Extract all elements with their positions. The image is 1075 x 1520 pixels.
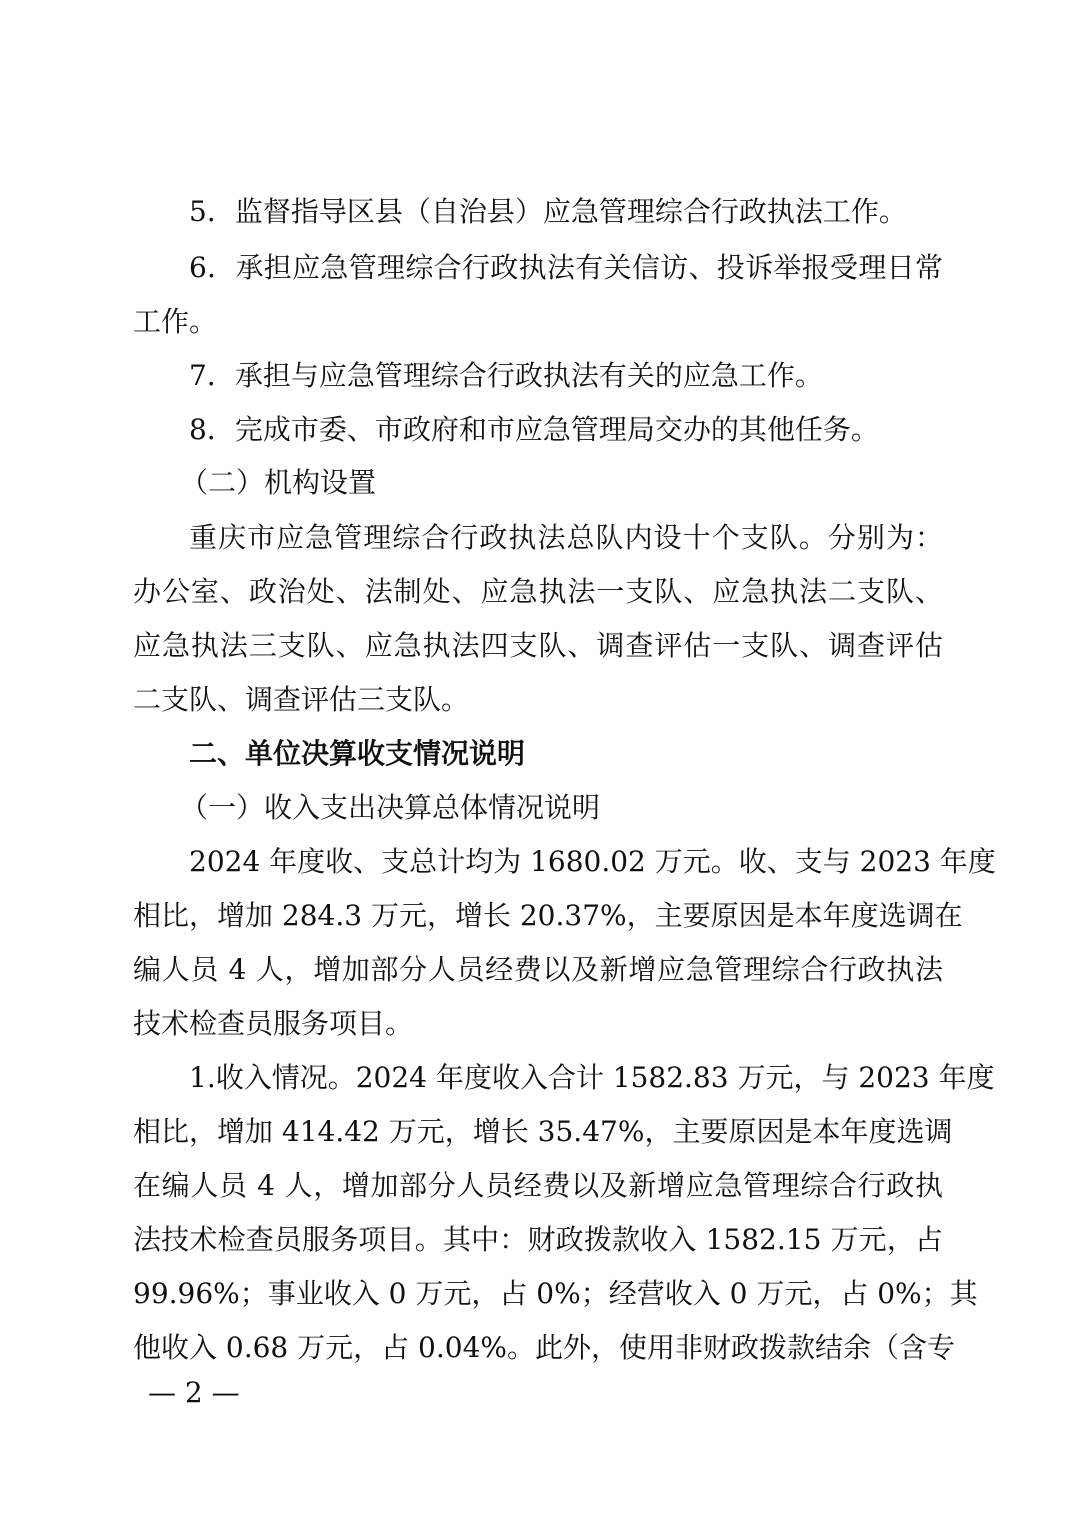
income-para-line-5: 99.96%；事业收入 0 万元，占 0%；经营收入 0 万元，占 0%；其 — [133, 1277, 978, 1310]
section-heading-organization: （二）机构设置 — [180, 466, 377, 499]
overview-para-line-1: 2024 年度收、支总计均为 1680.02 万元。收、支与 2023 年度 — [189, 845, 996, 878]
item-5: 5．监督指导区县（自治县）应急管理综合行政执法工作。 — [189, 195, 907, 228]
section-heading-overview: （一）收入支出决算总体情况说明 — [180, 791, 601, 824]
income-para-line-1: 1.收入情况。2024 年度收入合计 1582.83 万元，与 2023 年度 — [189, 1061, 995, 1094]
organization-para-line-3: 应急执法三支队、应急执法四支队、调查评估一支队、调查评估 — [133, 629, 943, 662]
income-para-line-6: 他收入 0.68 万元，占 0.04%。此外，使用非财政拨款结余（含专 — [133, 1331, 955, 1364]
income-para-line-4: 法技术检查员服务项目。其中：财政拨款收入 1582.15 万元，占 — [133, 1223, 943, 1256]
organization-para-line-4: 二支队、调查评估三支队。 — [133, 683, 470, 716]
chapter-heading-budget: 二、单位决算收支情况说明 — [189, 737, 526, 770]
page-number: — 2 — — [148, 1376, 240, 1409]
income-para-line-3: 在编人员 4 人，增加部分人员经费以及新增应急管理综合行政执 — [133, 1169, 943, 1202]
item-6-line-2: 工作。 — [133, 305, 218, 338]
item-7: 7．承担与应急管理综合行政执法有关的应急工作。 — [189, 359, 823, 392]
overview-para-line-4: 技术检查员服务项目。 — [133, 1007, 414, 1040]
overview-para-line-3: 编人员 4 人，增加部分人员经费以及新增应急管理综合行政执法 — [133, 953, 943, 986]
item-8: 8．完成市委、市政府和市应急管理局交办的其他任务。 — [189, 413, 879, 446]
organization-para-line-2: 办公室、政治处、法制处、应急执法一支队、应急执法二支队、 — [133, 575, 943, 608]
item-6-line-1: 6．承担应急管理综合行政执法有关信访、投诉举报受理日常 — [189, 251, 943, 284]
overview-para-line-2: 相比，增加 284.3 万元，增长 20.37%，主要原因是本年度选调在 — [133, 899, 963, 932]
income-para-line-2: 相比，增加 414.42 万元，增长 35.47%，主要原因是本年度选调 — [133, 1115, 953, 1148]
organization-para-line-1: 重庆市应急管理综合行政执法总队内设十个支队。分别为： — [189, 521, 943, 554]
